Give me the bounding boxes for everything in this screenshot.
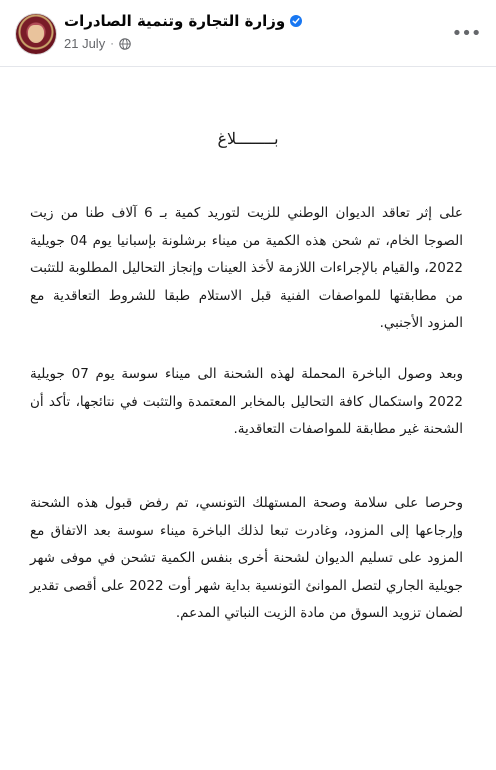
globe-icon[interactable] xyxy=(119,38,131,50)
crest-icon xyxy=(28,25,44,43)
verified-badge-icon xyxy=(290,15,302,27)
page-avatar[interactable] xyxy=(16,14,56,54)
announcement-title: بــــــــلاغ xyxy=(217,129,279,148)
post-timestamp[interactable]: 21 July xyxy=(64,36,106,51)
meta-separator: · xyxy=(110,37,114,50)
post-meta xyxy=(64,36,131,51)
page-name-link[interactable]: وزارة التجارة وتنمية الصادرات xyxy=(64,12,286,30)
announcement-image[interactable] xyxy=(0,67,496,770)
more-options-icon[interactable]: ••• xyxy=(451,23,481,44)
announcement-paragraph: على إثر تعاقد الديوان الوطني للزيت لتوريد كمية بـ 6 آلاف طنا من زيت الصوجا الخام، تم شحن هذه الكمية من ميناء برشلونة بإسبانيا يوم 04 جويلية 2022، والقيام بالإجراءات اللازمة لأخذ العينات وإنجاز التحاليل المطلوبة للتثبت من مطابقتها للمواصفات الفنية قبل الاستلام طبقا للشروط التعاقدية مع المزود الأجنبي. xyxy=(30,205,463,331)
announcement-paragraph: وبعد وصول الباخرة المحملة لهذه الشحنة الى ميناء سوسة يوم 07 جويلية 2022 واستكمال كافة التحاليل بالمخابر المعتمدة والتثبت في نتائجها، تأكد أن الشحنة غير مطابقة للمواصفات التعاقدية. xyxy=(30,366,463,437)
post-header xyxy=(0,0,496,66)
announcement-paragraph: وحرصا على سلامة وصحة المستهلك التونسي، تم رفض قبول هذه الشحنة وإرجاعها إلى المزود، وغادرت تبعا لذلك الباخرة ميناء سوسة بعد الاتفاق مع المزود على تسليم الديوان لشحنة أخرى بنفس الكمية تشحن في موفى شهر جويلية الجاري لتصل الموانئ التونسية بداية شهر أوت 2022 على أقصى تقدير لضمان تزويد السوق من مادة الزيت النباتي المدعم. xyxy=(30,495,464,621)
